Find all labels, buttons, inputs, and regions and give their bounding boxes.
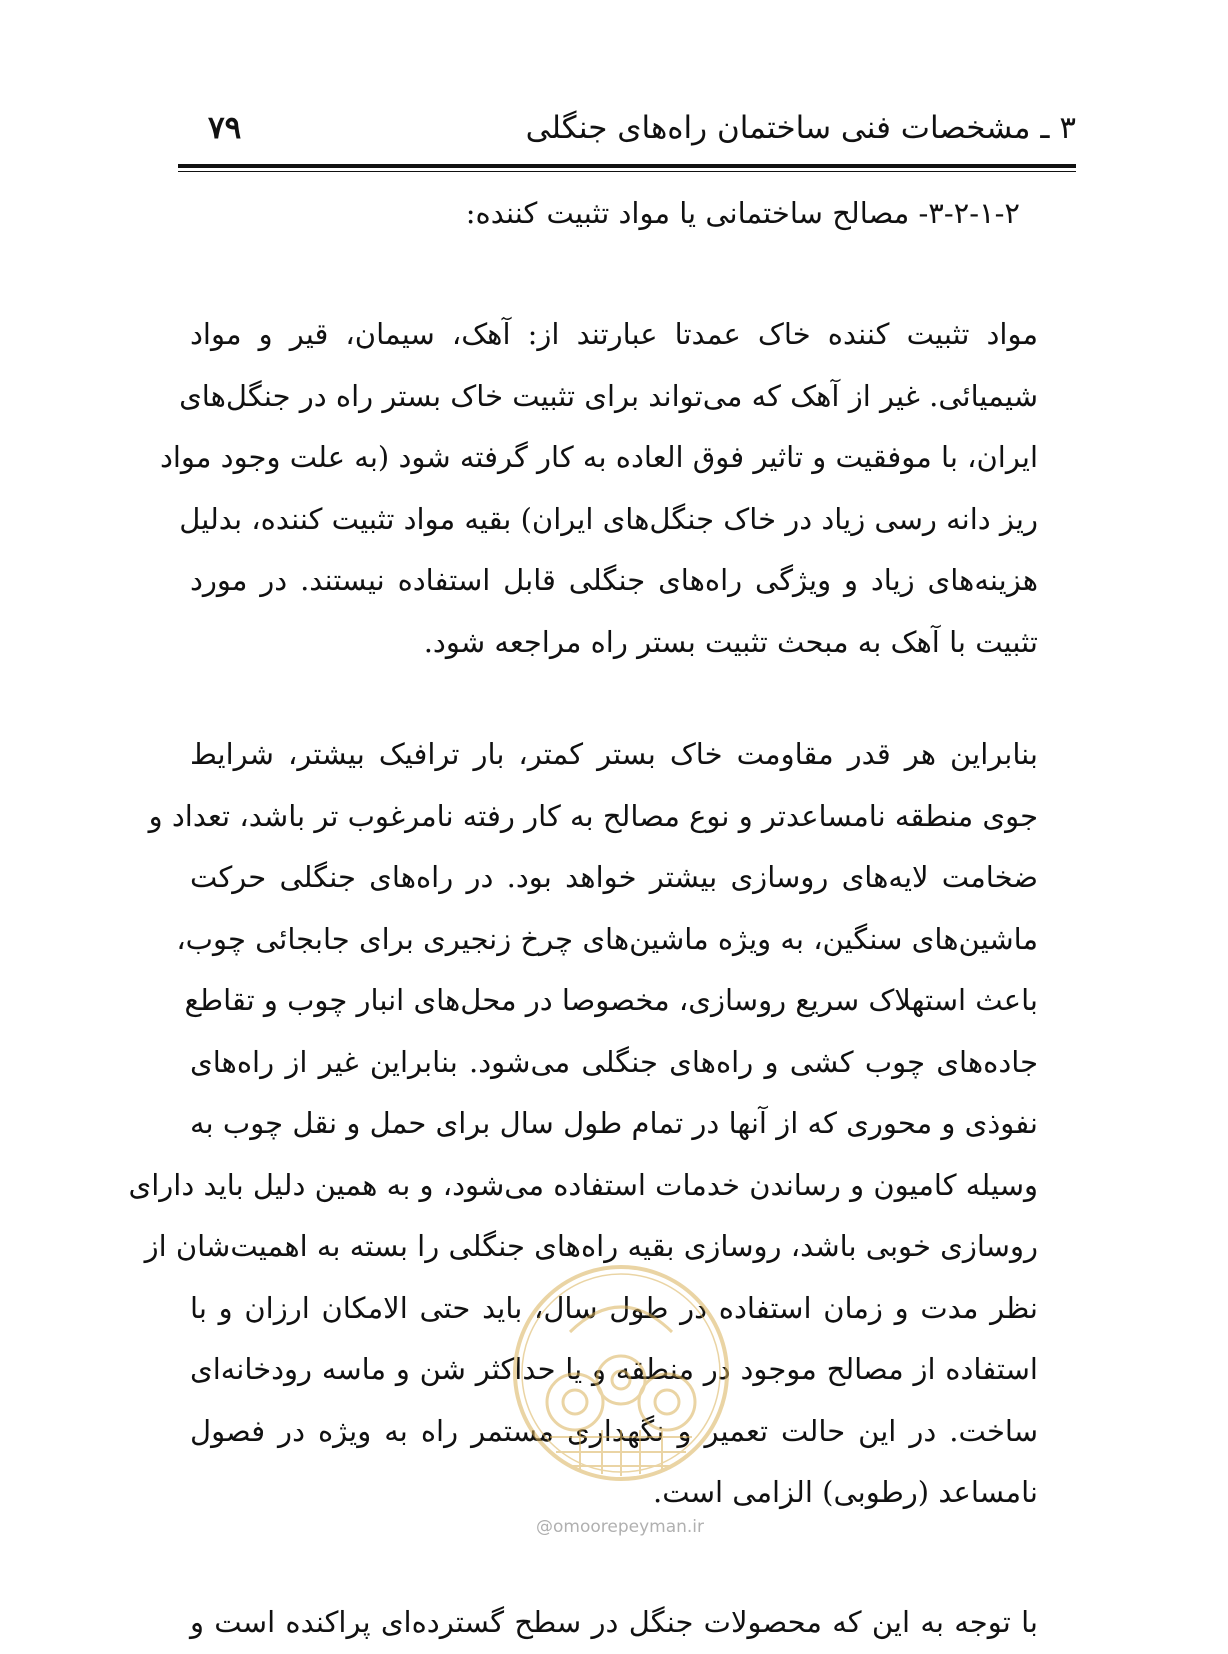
text-line: باعث استهلاک سریع روسازی، مخصوصا در محل‌های انبار چوب و تقاطع (184, 983, 1038, 1017)
page-number: ۷۹ (208, 110, 242, 146)
text-line: جوی منطقه نامساعدتر و نوع مصالح به کار رفته نامرغوب تر باشد، تعداد و (148, 798, 1038, 833)
chapter-title: ۳ ـ مشخصات فنی ساختمان راه‌های جنگلی (525, 110, 1076, 146)
text-line: ساخت. در این حالت تعمیر و نگهداری مستمر راه به ویژه در فصول (190, 1413, 1038, 1448)
running-header (178, 105, 1076, 155)
text-line: جاده‌های چوب کشی و راه‌های جنگلی می‌شود. بنابراین غیر از راه‌های (190, 1044, 1038, 1079)
text-line: نظر مدت و زمان استفاده در طول سال، باید حتی الامکان ارزان و با (190, 1290, 1038, 1325)
text-line: مواد تثبیت کننده خاک عمدتا عبارتند از: آهک، سیمان، قیر و مواد (190, 317, 1038, 351)
header-rule-thin (178, 171, 1076, 172)
text-line: ضخامت لایه‌های روسازی بیشتر خواهد بود. در راه‌های جنگلی حرکت (190, 860, 1038, 894)
text-line: نامساعد (رطوبی) الزامی است. (653, 1475, 1038, 1509)
text-line: وسیله کامیون و رساندن خدمات استفاده می‌شود، و به همین دلیل باید دارای (128, 1167, 1038, 1202)
paragraph-1 (159, 304, 1039, 673)
text-line: تثبیت با آهک به مبحث تثبیت بستر راه مراجعه شود. (423, 624, 1038, 659)
text-line: روسازی خوبی باشد، روسازی بقیه راه‌های جنگلی را بسته به اهمیت‌شان از (144, 1229, 1038, 1263)
text-line: بنابراین هر قدر مقاومت خاک بستر کمتر، بار ترافیک بیشتر، شرایط (190, 737, 1038, 771)
watermark-url: @omoorepeyman.ir (535, 1517, 705, 1537)
text-line: با توجه به این که محصولات جنگل در سطح گسترده‌ای پراکنده است و (190, 1605, 1038, 1639)
paragraph-3 (190, 1592, 1038, 1654)
text-line: نفوذی و محوری که از آنها در تمام طول سال برای حمل و نقل چوب به (190, 1106, 1038, 1140)
watermark-stamp-logo (510, 1262, 732, 1484)
text-line: شیمیائی. غیر از آهک که می‌تواند برای تثبیت خاک بستر راه در جنگل‌های (179, 378, 1038, 413)
header-rule-thick (178, 164, 1076, 168)
text-line: ماشین‌های سنگین، به ویژه ماشین‌های چرخ زنجیری برای جابجائی چوب، (176, 921, 1038, 956)
text-line: ایران، با موفقیت و تاثیر فوق العاده به کار گرفته شود (به علت وجود مواد (159, 440, 1038, 474)
text-line: هزینه‌های زیاد و ویژگی راه‌های جنگلی قابل استفاده نیستند. در مورد (190, 563, 1039, 597)
text-line: استفاده از مصالح موجود در منطقه و یا حداکثر شن و ماسه رودخانه‌ای (190, 1352, 1038, 1386)
section-heading: ۳-۲-۱-۲- مصالح ساختمانی یا مواد تثبیت کننده: (465, 196, 1020, 230)
text-line: ریز دانه رسی زیاد در خاک جنگل‌های ایران) بقیه مواد تثبیت کننده، بدلیل (179, 501, 1038, 536)
